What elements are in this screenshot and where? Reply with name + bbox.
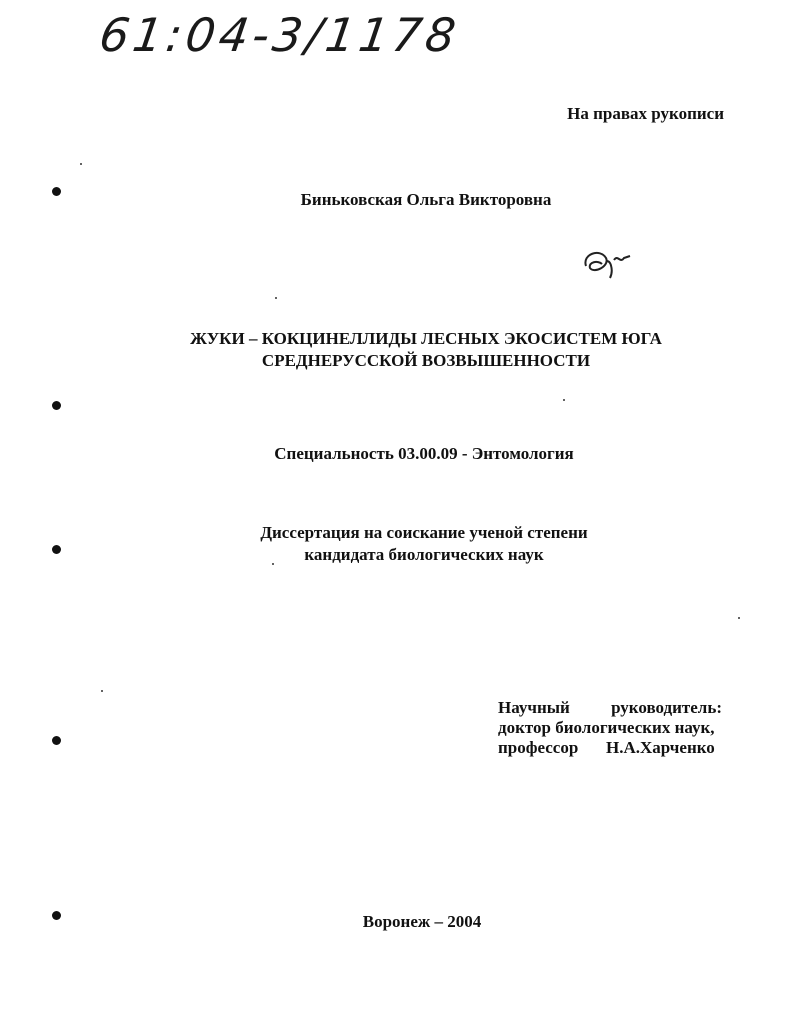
handwritten-archive-code: 61:04-3/1178: [96, 8, 463, 62]
binding-hole: [52, 187, 61, 196]
supervisor-label: [498, 698, 722, 718]
scan-speck: [563, 399, 565, 401]
binding-hole: [52, 911, 61, 920]
binding-hole: [52, 401, 61, 410]
degree-statement: [0, 522, 794, 566]
author-name: Биньковская Ольга Викторовна: [300, 190, 552, 209]
binding-hole: [52, 736, 61, 745]
title-line-2: СРЕДНЕРУССКОЙ ВОЗВЫШЕННОСТИ: [261, 351, 591, 370]
supervisor-label-word1: Научный: [498, 698, 570, 717]
scan-speck: [101, 690, 103, 692]
scan-speck: [275, 297, 277, 299]
supervisor-block: [498, 698, 722, 758]
degree-line-2: кандидата биологических наук: [304, 545, 544, 564]
supervisor-position: профессор: [498, 738, 579, 757]
rights-note: На правах рукописи: [567, 104, 724, 123]
dissertation-title: [0, 328, 794, 372]
title-line-1: ЖУКИ – КОКЦИНЕЛЛИДЫ ЛЕСНЫХ ЭКОСИСТЕМ ЮГА: [190, 329, 662, 348]
specialty: Специальность 03.00.09 - Энтомология: [274, 444, 574, 463]
supervisor-position-line: [498, 738, 722, 758]
city-year: Воронеж – 2004: [362, 912, 482, 931]
scan-speck: [738, 617, 740, 619]
supervisor-label-word2: руководитель:: [611, 698, 722, 717]
degree-line-1: Диссертация на соискание ученой степени: [260, 523, 588, 542]
supervisor-name: Н.А.Харченко: [606, 738, 715, 757]
scan-speck: [80, 163, 82, 165]
supervisor-degree: доктор биологических наук,: [498, 718, 715, 737]
scan-speck: [272, 563, 274, 565]
signature-mark: [580, 244, 650, 284]
binding-hole: [52, 545, 61, 554]
